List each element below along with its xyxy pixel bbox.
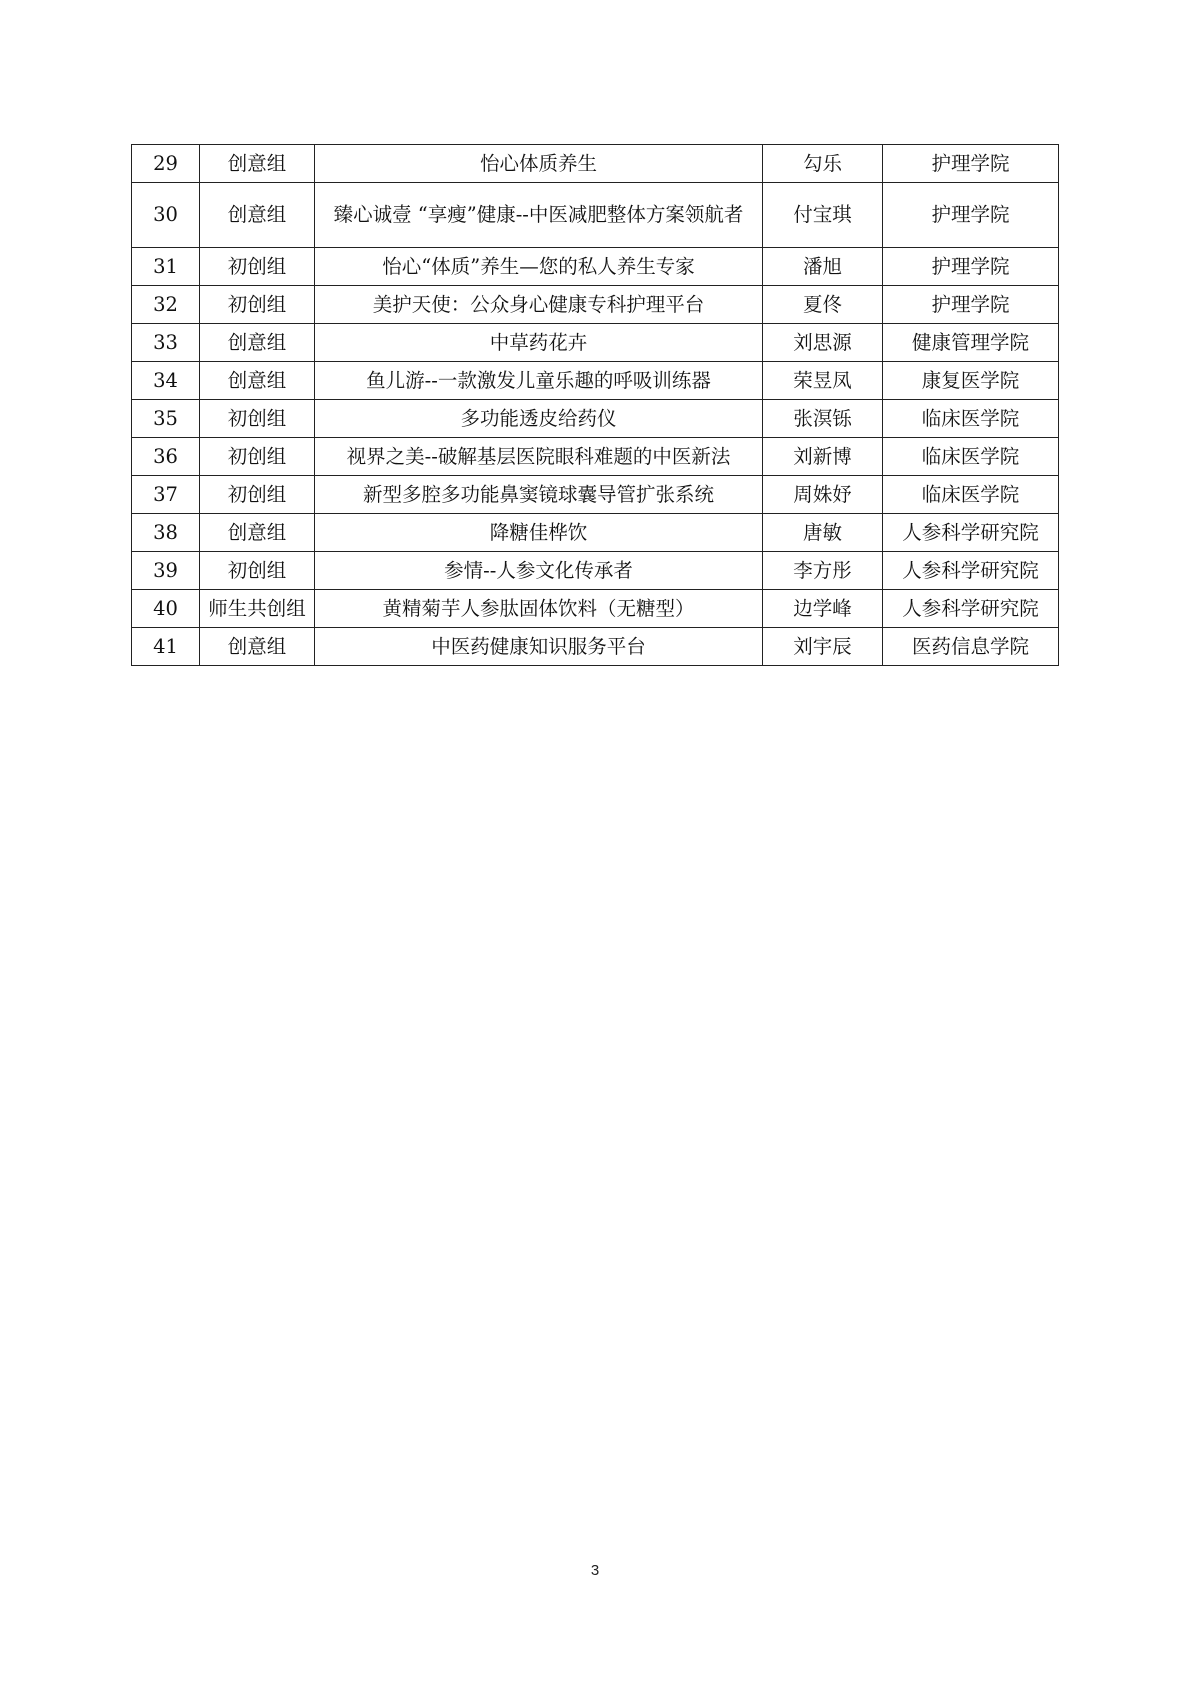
college-name: 护理学院 bbox=[883, 145, 1059, 183]
group-category: 创意组 bbox=[200, 514, 315, 552]
page-number: 3 bbox=[590, 1562, 600, 1579]
college-name: 护理学院 bbox=[883, 183, 1059, 248]
college-name: 人参科学研究院 bbox=[883, 590, 1059, 628]
table-row bbox=[132, 145, 1059, 183]
college-name: 人参科学研究院 bbox=[883, 552, 1059, 590]
college-name: 康复医学院 bbox=[883, 362, 1059, 400]
table-row bbox=[132, 628, 1059, 666]
table-body bbox=[132, 145, 1059, 666]
project-name: 中医药健康知识服务平台 bbox=[315, 628, 763, 666]
project-leader: 李方彤 bbox=[763, 552, 883, 590]
row-number: 38 bbox=[132, 514, 200, 552]
table-row bbox=[132, 552, 1059, 590]
group-category: 师生共创组 bbox=[200, 590, 315, 628]
group-category: 初创组 bbox=[200, 476, 315, 514]
row-number: 31 bbox=[132, 248, 200, 286]
project-name: 视界之美--破解基层医院眼科难题的中医新法 bbox=[315, 438, 763, 476]
project-leader: 张溟铄 bbox=[763, 400, 883, 438]
group-category: 创意组 bbox=[200, 183, 315, 248]
group-category: 创意组 bbox=[200, 145, 315, 183]
project-leader: 勾乐 bbox=[763, 145, 883, 183]
table-row bbox=[132, 324, 1059, 362]
project-leader: 夏佟 bbox=[763, 286, 883, 324]
college-name: 临床医学院 bbox=[883, 476, 1059, 514]
project-leader: 荣昱凤 bbox=[763, 362, 883, 400]
row-number: 33 bbox=[132, 324, 200, 362]
project-name: 臻心诚壹 “享瘦”健康--中医减肥整体方案领航者 bbox=[315, 183, 763, 248]
project-name: 怡心体质养生 bbox=[315, 145, 763, 183]
group-category: 初创组 bbox=[200, 400, 315, 438]
college-name: 健康管理学院 bbox=[883, 324, 1059, 362]
college-name: 护理学院 bbox=[883, 286, 1059, 324]
project-name: 多功能透皮给药仪 bbox=[315, 400, 763, 438]
row-number: 35 bbox=[132, 400, 200, 438]
project-name: 黄精菊芋人参肽固体饮料（无糖型） bbox=[315, 590, 763, 628]
group-category: 初创组 bbox=[200, 552, 315, 590]
group-category: 创意组 bbox=[200, 362, 315, 400]
project-leader: 潘旭 bbox=[763, 248, 883, 286]
project-name: 怡心“体质”养生—您的私人养生专家 bbox=[315, 248, 763, 286]
project-name: 降糖佳桦饮 bbox=[315, 514, 763, 552]
project-leader: 边学峰 bbox=[763, 590, 883, 628]
row-number: 34 bbox=[132, 362, 200, 400]
group-category: 初创组 bbox=[200, 248, 315, 286]
table-row bbox=[132, 438, 1059, 476]
row-number: 30 bbox=[132, 183, 200, 248]
row-number: 36 bbox=[132, 438, 200, 476]
college-name: 临床医学院 bbox=[883, 438, 1059, 476]
group-category: 初创组 bbox=[200, 286, 315, 324]
project-name: 参情--人参文化传承者 bbox=[315, 552, 763, 590]
project-name: 美护天使：公众身心健康专科护理平台 bbox=[315, 286, 763, 324]
project-name: 新型多腔多功能鼻窦镜球囊导管扩张系统 bbox=[315, 476, 763, 514]
project-leader: 周姝妤 bbox=[763, 476, 883, 514]
table-row bbox=[132, 400, 1059, 438]
project-leader: 唐敏 bbox=[763, 514, 883, 552]
row-number: 40 bbox=[132, 590, 200, 628]
row-number: 29 bbox=[132, 145, 200, 183]
group-category: 初创组 bbox=[200, 438, 315, 476]
table-row bbox=[132, 476, 1059, 514]
table-row bbox=[132, 286, 1059, 324]
table-row bbox=[132, 514, 1059, 552]
group-category: 创意组 bbox=[200, 324, 315, 362]
project-leader: 刘宇辰 bbox=[763, 628, 883, 666]
table-row bbox=[132, 248, 1059, 286]
college-name: 人参科学研究院 bbox=[883, 514, 1059, 552]
table-row bbox=[132, 183, 1059, 248]
project-leader: 刘新博 bbox=[763, 438, 883, 476]
project-leader: 刘思源 bbox=[763, 324, 883, 362]
project-roster-table bbox=[131, 144, 1059, 666]
project-name: 鱼儿游--一款激发儿童乐趣的呼吸训练器 bbox=[315, 362, 763, 400]
table-row bbox=[132, 590, 1059, 628]
row-number: 41 bbox=[132, 628, 200, 666]
row-number: 37 bbox=[132, 476, 200, 514]
college-name: 护理学院 bbox=[883, 248, 1059, 286]
college-name: 临床医学院 bbox=[883, 400, 1059, 438]
row-number: 32 bbox=[132, 286, 200, 324]
project-name: 中草药花卉 bbox=[315, 324, 763, 362]
project-leader: 付宝琪 bbox=[763, 183, 883, 248]
group-category: 创意组 bbox=[200, 628, 315, 666]
table-row bbox=[132, 362, 1059, 400]
row-number: 39 bbox=[132, 552, 200, 590]
college-name: 医药信息学院 bbox=[883, 628, 1059, 666]
